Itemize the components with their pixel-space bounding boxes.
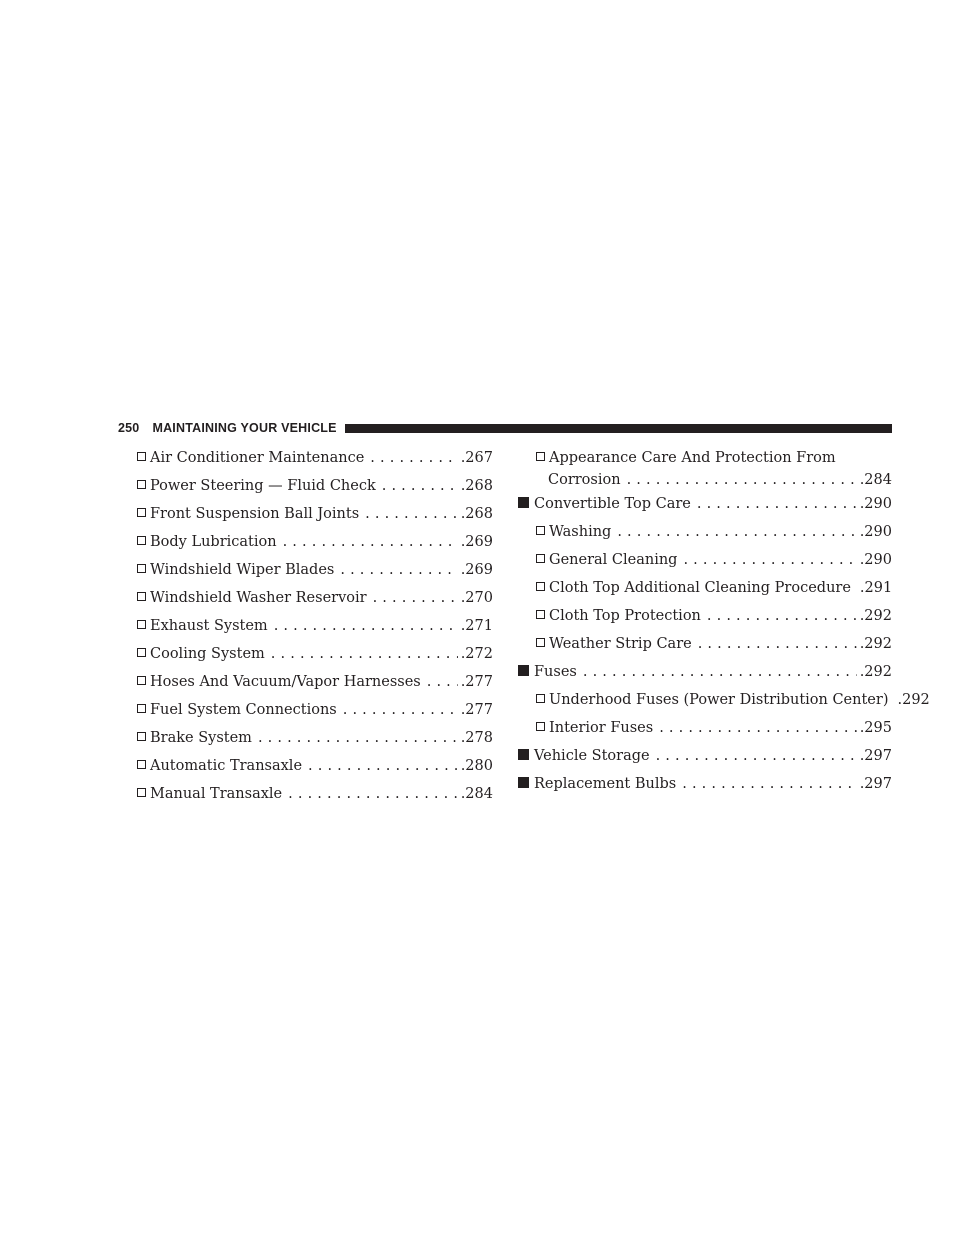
toc-entry[interactable] (137, 587, 493, 615)
section-title: MAINTAINING YOUR VEHICLE (152, 421, 337, 435)
toc-entry-label: Body Lubrication (150, 534, 277, 550)
leader-dots (656, 745, 857, 767)
toc-entry-label: Cloth Top Additional Cleaning Procedure (549, 580, 851, 596)
page-number: 250 (118, 421, 140, 435)
toc-entry-page: .290 (859, 552, 892, 568)
open-square-icon (137, 620, 146, 629)
toc-entry-cloth-top-additional[interactable] (518, 577, 892, 605)
toc-entry-replacement-bulbs[interactable] (518, 773, 892, 801)
toc-entry-label: Convertible Top Care (534, 496, 691, 512)
open-square-icon (536, 610, 545, 619)
toc-entry-page: .277 (460, 674, 493, 690)
toc-entry-page: .268 (460, 506, 493, 522)
toc-entry-label: Fuel System Connections (150, 702, 337, 718)
leader-dots (382, 475, 458, 497)
toc-entry-page: .290 (859, 496, 892, 512)
toc-entry-label: Replacement Bulbs (534, 776, 677, 792)
toc-entry-label: Windshield Wiper Blades (150, 562, 335, 578)
toc-entry-page: .269 (460, 562, 493, 578)
toc-entry-page: .292 (859, 664, 892, 680)
toc-entry-label: Air Conditioner Maintenance (150, 450, 365, 466)
toc-entry[interactable] (137, 531, 493, 559)
open-square-icon (536, 582, 545, 591)
toc-entry-label: Windshield Washer Reservoir (150, 590, 367, 606)
toc-entry-page: .297 (859, 776, 892, 792)
filled-square-icon (518, 497, 529, 508)
leader-dots (370, 447, 457, 469)
leader-dots (283, 531, 458, 553)
leader-dots (583, 661, 857, 683)
open-square-icon (536, 638, 545, 647)
toc-entry-underhood-fuses[interactable] (518, 689, 930, 717)
open-square-icon (137, 676, 146, 685)
leader-dots (617, 521, 856, 543)
toc-entry-label: Appearance Care And Protection From (549, 450, 836, 466)
open-square-icon (536, 526, 545, 535)
toc-entry-page: .292 (859, 636, 892, 652)
toc-entry[interactable] (137, 699, 493, 727)
open-square-icon (536, 694, 545, 703)
toc-entry-page: .284 (460, 786, 493, 802)
toc-entry-page: .269 (460, 534, 493, 550)
toc-entry-fuses[interactable] (518, 661, 892, 689)
toc-entry-page: .278 (460, 730, 493, 746)
toc-entry-appearance[interactable] (518, 447, 892, 493)
toc-entry[interactable] (137, 727, 493, 755)
toc-entry-general-cleaning[interactable] (518, 549, 892, 577)
toc-entry-label: Fuses (534, 664, 577, 680)
toc-entry-page: .277 (460, 702, 493, 718)
leader-dots (659, 717, 857, 739)
toc-entry-convertible-top-care[interactable] (518, 493, 892, 521)
toc-entry-label: Underhood Fuses (Power Distribution Center) (549, 692, 889, 708)
toc-entry-label: Weather Strip Care (549, 636, 692, 652)
toc-entry-label: Vehicle Storage (534, 748, 650, 764)
leader-dots (365, 503, 458, 525)
toc-entry-label: Manual Transaxle (150, 786, 283, 802)
filled-square-icon (518, 777, 529, 788)
leader-dots (258, 727, 458, 749)
leader-dots (627, 469, 857, 491)
open-square-icon (137, 480, 146, 489)
open-square-icon (137, 592, 146, 601)
toc-right-column (518, 447, 930, 801)
leader-dots (697, 493, 857, 515)
leader-dots (683, 549, 856, 571)
leader-dots (271, 643, 458, 665)
open-square-icon (137, 732, 146, 741)
open-square-icon (137, 536, 146, 545)
toc-entry-label-continued: Corrosion (548, 472, 621, 488)
toc-entry-label: Automatic Transaxle (150, 758, 303, 774)
toc-entry-page: .272 (460, 646, 493, 662)
toc-entry[interactable] (137, 475, 493, 503)
toc-entry-label: Exhaust System (150, 618, 268, 634)
toc-entry-label: Washing (549, 524, 612, 540)
toc-entry-label: General Cleaning (549, 552, 678, 568)
toc-entry-page: .295 (859, 720, 892, 736)
toc-entry-weather-strip-care[interactable] (518, 633, 892, 661)
leader-dots (274, 615, 458, 637)
open-square-icon (137, 760, 146, 769)
toc-entry-interior-fuses[interactable] (518, 717, 892, 745)
toc-entry-page: .290 (859, 524, 892, 540)
open-square-icon (137, 452, 146, 461)
toc-entry-page: .292 (859, 608, 892, 624)
open-square-icon (137, 704, 146, 713)
open-square-icon (536, 554, 545, 563)
toc-entry-page: .271 (460, 618, 493, 634)
leader-dots (707, 605, 857, 627)
leader-dots (288, 783, 458, 805)
toc-entry-page: .280 (460, 758, 493, 774)
leader-dots (373, 587, 458, 609)
toc-entry-washing[interactable] (518, 521, 892, 549)
toc-entry[interactable] (137, 643, 493, 671)
toc-entry[interactable] (137, 503, 493, 531)
filled-square-icon (518, 749, 529, 760)
toc-entry[interactable] (137, 615, 493, 643)
toc-entry-label: Front Suspension Ball Joints (150, 506, 360, 522)
toc-entry-page: .297 (859, 748, 892, 764)
toc-entry[interactable] (137, 559, 493, 587)
toc-entry-label: Interior Fuses (549, 720, 654, 736)
leader-dots (308, 755, 458, 777)
leader-dots (340, 559, 457, 581)
open-square-icon (137, 648, 146, 657)
toc-entry-page: .284 (859, 472, 892, 488)
leader-dots (682, 773, 856, 795)
toc-entry-label: Cloth Top Protection (549, 608, 701, 624)
filled-square-icon (518, 665, 529, 676)
toc-entry-label: Cooling System (150, 646, 265, 662)
open-square-icon (536, 722, 545, 731)
toc-entry-cloth-top-protection[interactable] (518, 605, 892, 633)
open-square-icon (137, 508, 146, 517)
open-square-icon (137, 788, 146, 797)
toc-entry[interactable] (137, 671, 493, 699)
open-square-icon (536, 452, 545, 461)
leader-dots (427, 671, 458, 693)
toc-entry[interactable] (137, 447, 493, 475)
toc-entry-label: Hoses And Vacuum/Vapor Harnesses (150, 674, 421, 690)
running-header (118, 420, 892, 436)
toc-entry-label: Power Steering — Fluid Check (150, 478, 376, 494)
toc-entry-page: .292 (897, 692, 930, 708)
header-rule (345, 424, 892, 433)
toc-entry-page: .267 (460, 450, 493, 466)
toc-entry-vehicle-storage[interactable] (518, 745, 892, 773)
toc-entry[interactable] (137, 755, 493, 783)
open-square-icon (137, 564, 146, 573)
leader-dots (343, 699, 458, 721)
leader-dots (698, 633, 857, 655)
toc-entry-page: .291 (859, 580, 893, 596)
toc-entry-page: .270 (460, 590, 493, 606)
toc-entry-page: .268 (460, 478, 493, 494)
toc-entry[interactable] (137, 783, 493, 811)
toc-left-column (137, 447, 493, 811)
toc-entry-label: Brake System (150, 730, 252, 746)
